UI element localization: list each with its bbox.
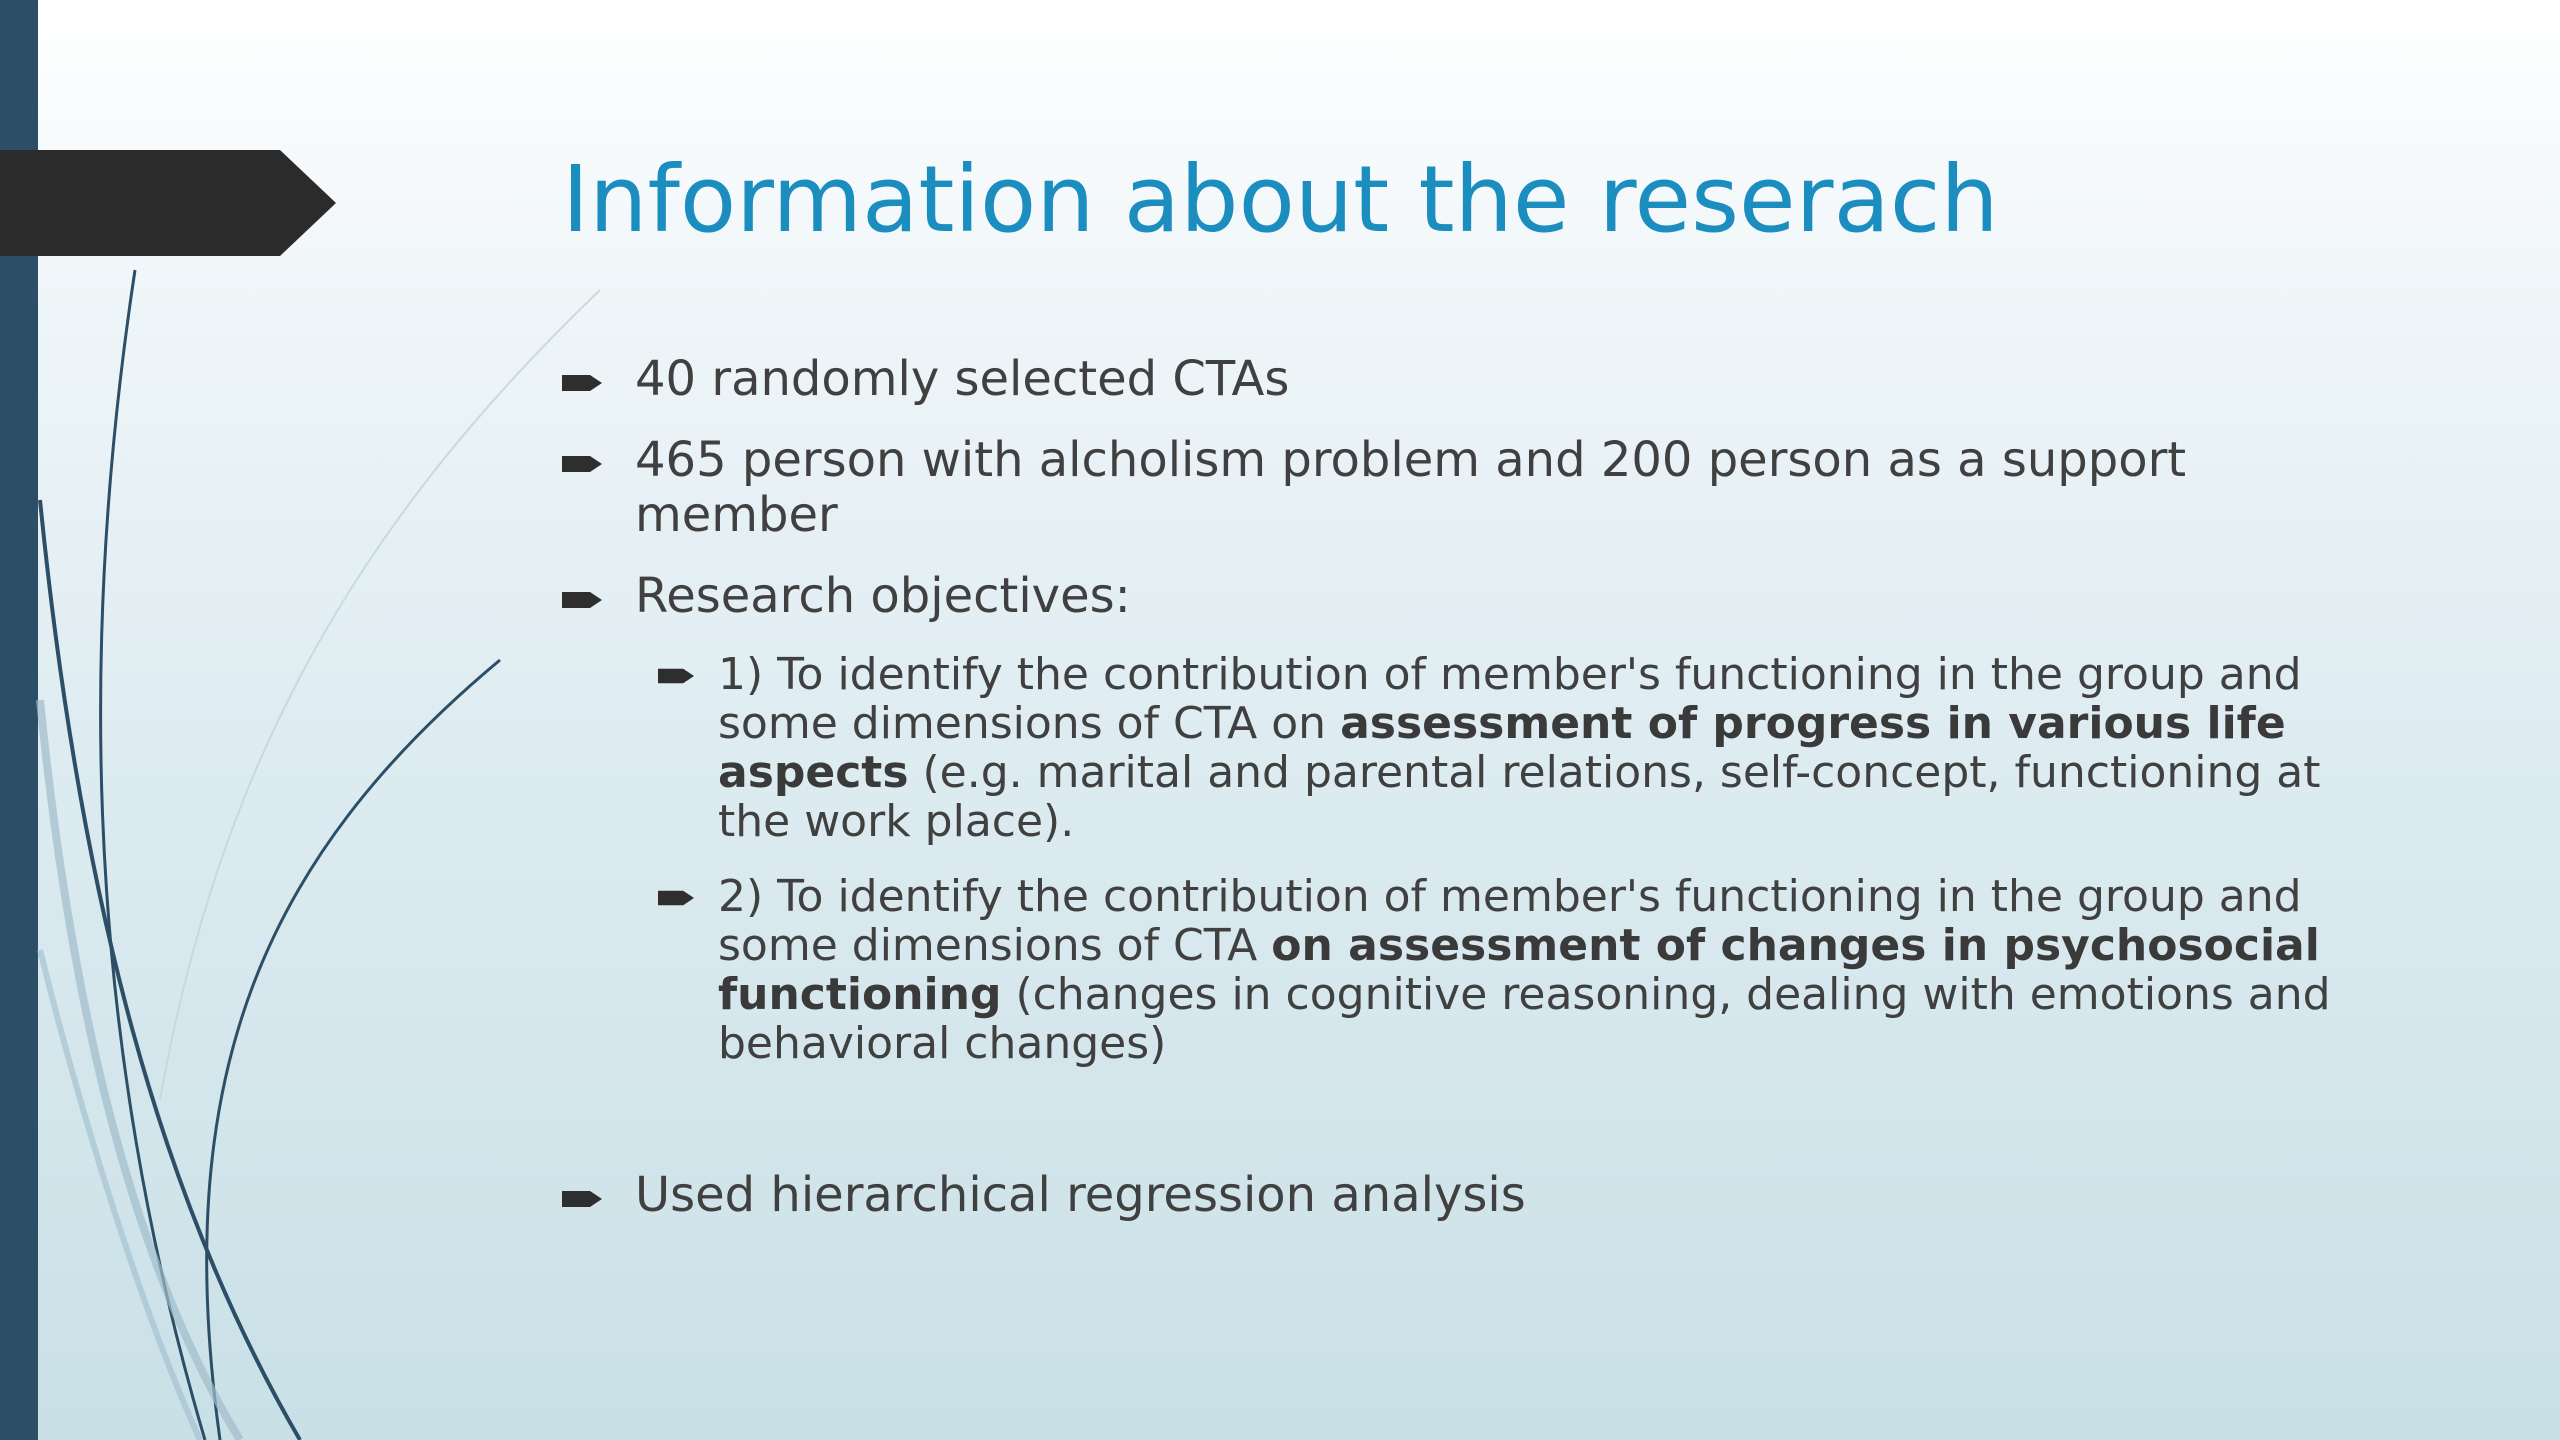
bullet-item [560,433,2400,543]
slide-body [560,352,2400,1249]
arrow-bullet-icon [562,453,602,475]
bullet-text: Used hierarchical regression analysis [635,1167,1526,1223]
objective-text: (changes in cognitive reasoning, dealing with emotions and behavioral changes) [718,969,2331,1069]
objective-emphasis: on assessment of changes in psychosocial functioning [718,920,2320,1020]
bullet-item [560,1168,2400,1223]
arrow-bullet-icon [562,1188,602,1210]
objective-text: 1) To identify the contribution of member's functioning in the group and some dimensions of CTA on [718,649,2302,749]
bullet-text: 465 person with alcholism problem and 200 person as a support member [635,432,2187,543]
bullet-item [560,352,2400,407]
title-tab-shape [0,150,336,256]
objective-item [560,650,2400,846]
slide-title: Information about the reserach [562,146,1999,253]
bullet-text: 40 randomly selected CTAs [635,351,1290,407]
spacer [560,1094,2400,1168]
objective-emphasis: assessment of progress in various life aspects [718,698,2286,798]
objective-text: 2) To identify the contribution of member's functioning in the group and some dimensions of CTA [718,871,2302,971]
objective-item [560,872,2400,1068]
arrow-bullet-icon [658,888,694,908]
arrow-bullet-icon [562,589,602,611]
arrow-bullet-icon [658,666,694,686]
arrow-bullet-icon [562,372,602,394]
bullet-item [560,569,2400,624]
objective-text: (e.g. marital and parental relations, self-concept, functioning at the work place). [718,747,2321,847]
bullet-text: Research objectives: [635,568,1131,624]
